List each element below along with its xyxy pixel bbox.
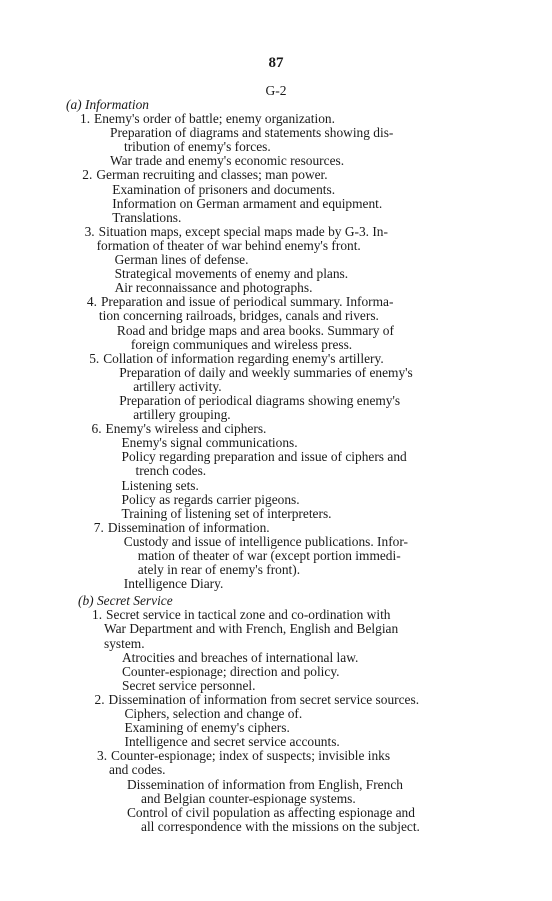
item-text [66, 168, 481, 182]
item-text [66, 608, 481, 622]
sub-item: Intelligence and secret service accounts. [124, 734, 340, 750]
page-heading: G-2 [265, 83, 287, 98]
sub-item-continuation: ately in rear of enemy's front). [137, 562, 301, 578]
item-number: 1. [80, 111, 91, 127]
sub-item: Control of civil population as affecting espionage and [127, 804, 415, 820]
item-text [66, 112, 481, 126]
item-text-continuation: War Department and with French, English and Belgian [104, 621, 399, 637]
item-text [66, 749, 481, 763]
sub-item: Road and bridge maps and area books. Summary of [116, 322, 394, 338]
item-number: 3. [84, 223, 95, 239]
sub-item: Secret service personnel. [122, 677, 256, 693]
item-label: Counter-espionage; index of suspects; invisible inks [111, 748, 391, 764]
sub-item-continuation: and Belgian counter-espionage systems. [141, 790, 356, 806]
page-number: 87 [268, 55, 284, 71]
sub-item: Policy regarding preparation and issue of ciphers and [121, 449, 407, 465]
sub-item: Training of listening set of interpreters. [121, 505, 332, 521]
sub-item: Strategical movements of enemy and plans. [114, 266, 349, 282]
item-text-continuation: formation of theater of war behind enemy's front. [96, 237, 361, 253]
item-number: 6. [91, 421, 102, 437]
sub-item: Custody and issue of intelligence publications. Infor- [123, 533, 409, 549]
sub-item-continuation: trench codes. [135, 463, 207, 479]
item-label: Situation maps, except special maps made by G-3. In- [98, 223, 388, 239]
item-number: 5. [89, 350, 100, 366]
section-title: Secret Service [96, 593, 173, 609]
sub-item: Preparation of diagrams and statements showing dis- [110, 125, 394, 141]
item-text [66, 225, 481, 239]
item-number: 2. [82, 167, 93, 183]
item-label: Enemy's order of battle; enemy organization. [94, 111, 335, 127]
sub-item: Intelligence Diary. [123, 576, 224, 592]
sub-item: Policy as regards carrier pigeons. [121, 491, 300, 507]
sub-item-continuation: all correspondence with the missions on the subject. [141, 818, 420, 834]
sub-item: German lines of defense. [114, 252, 249, 268]
sub-item: Atrocities and breaches of international law. [122, 649, 359, 665]
sub-item-continuation: artillery activity. [133, 378, 222, 394]
sub-item: Examination of prisoners and documents. [112, 181, 336, 197]
item-text [66, 693, 481, 707]
item-text [66, 521, 481, 535]
item-number: 4. [86, 294, 97, 310]
document-body [66, 98, 481, 834]
sub-item: Translations. [112, 209, 182, 225]
sub-item: Counter-espionage; direction and policy. [122, 663, 340, 679]
item-text-continuation: tion concerning railroads, bridges, canals and rivers. [98, 308, 379, 324]
sub-item-continuation: tribution of enemy's forces. [124, 139, 271, 155]
item-text [66, 295, 481, 309]
sub-item-continuation: artillery grouping. [133, 407, 231, 423]
sub-item: Dissemination of information from English, French [127, 776, 403, 792]
item-label: Enemy's wireless and ciphers. [105, 421, 267, 437]
item-label: Preparation and issue of periodical summary. Informa- [100, 294, 394, 310]
sub-item: Preparation of daily and weekly summaries of enemy's [119, 364, 413, 380]
item-label: German recruiting and classes; man power. [96, 167, 328, 183]
sub-item-continuation: mation of theater of war (except portion immedi- [137, 548, 401, 563]
sub-item-continuation: foreign communiques and wireless press. [130, 336, 353, 352]
section-heading [66, 594, 481, 608]
sub-item: War trade and enemy's economic resources. [110, 153, 345, 169]
item-text-continuation: system. [104, 635, 145, 651]
sub-item: Ciphers, selection and change of. [124, 706, 303, 722]
sub-item: Information on German armament and equipment. [112, 195, 383, 211]
section-heading [66, 98, 481, 112]
section-letter: (b) [78, 593, 94, 609]
sub-item: Preparation of periodical diagrams showing enemy's [119, 392, 401, 408]
item-label: Dissemination of information from secret service sources. [108, 691, 420, 707]
sub-item: Enemy's signal communications. [121, 435, 298, 451]
section-title: Information [84, 97, 149, 112]
sub-item: Air reconnaissance and photographs. [114, 280, 313, 296]
item-label: Collation of information regarding enemy's artillery. [103, 350, 384, 366]
item-text [66, 352, 481, 366]
section-letter: (a) [66, 97, 82, 112]
sub-item: Examining of enemy's ciphers. [124, 720, 290, 736]
item-number: 3. [97, 748, 108, 764]
item-label: Dissemination of information. [107, 519, 270, 535]
item-label: Secret service in tactical zone and co-ordination with [106, 607, 391, 623]
sub-item: Listening sets. [121, 477, 199, 493]
item-number: 2. [94, 691, 105, 707]
item-number: 7. [93, 519, 104, 535]
item-number: 1. [92, 607, 103, 623]
item-text [66, 422, 481, 436]
item-text-continuation: and codes. [109, 762, 166, 778]
